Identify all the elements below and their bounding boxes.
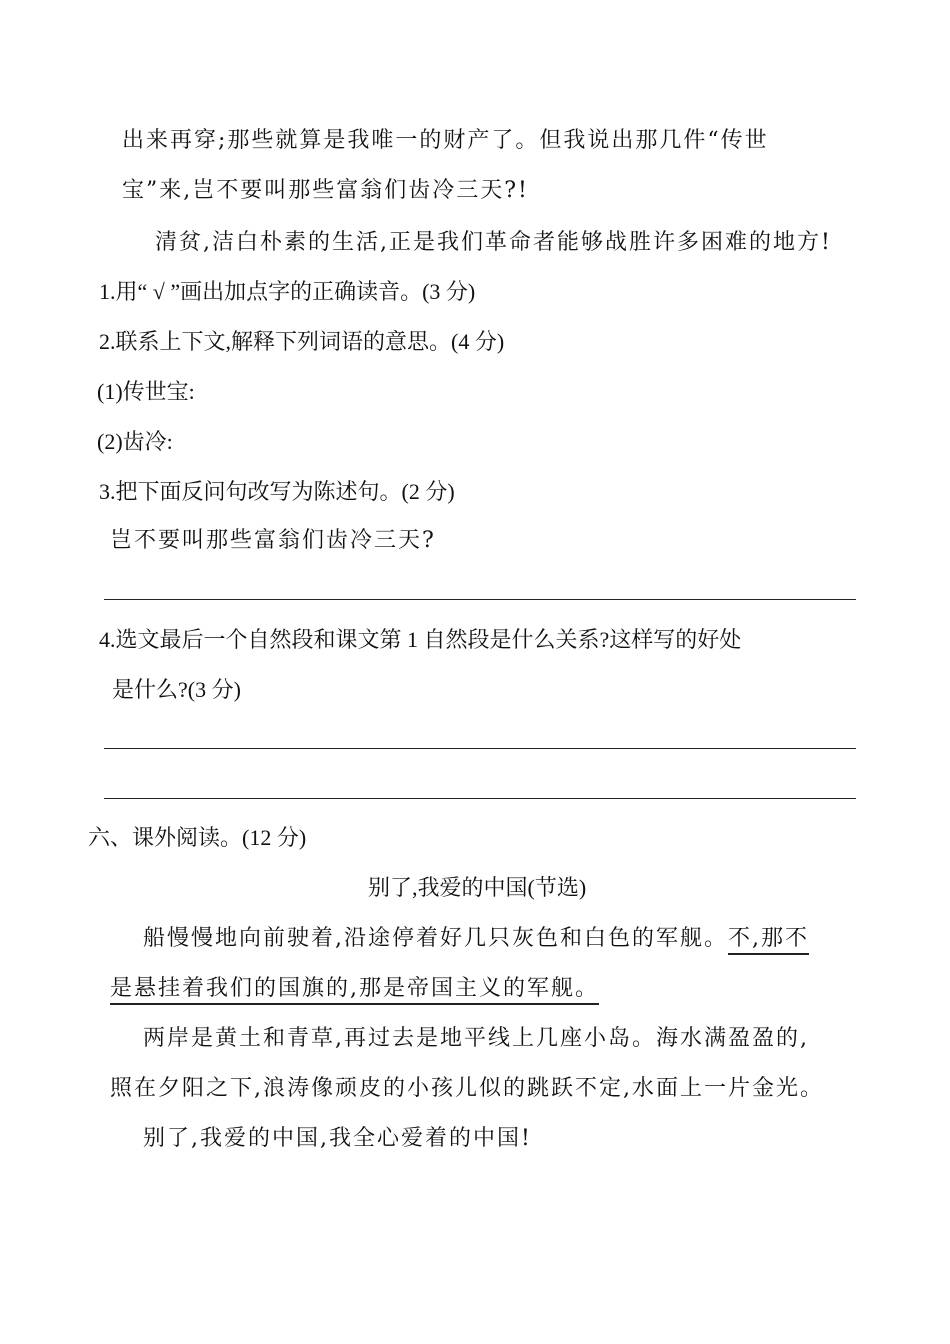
- question-2-item-1: (1)传世宝:: [97, 379, 195, 404]
- section-6-heading: 六、课外阅读。(12 分): [88, 825, 307, 850]
- question-3: 3.把下面反问句改写为陈述句。(2 分): [99, 479, 455, 504]
- passage-line-1: 出来再穿;那些就算是我唯一的财产了。但我说出那几件“传世: [122, 128, 769, 153]
- question-2: 2.联系上下文,解释下列词语的意思。(4 分): [99, 329, 505, 354]
- question-4-line-2: 是什么?(3 分): [112, 677, 241, 702]
- question-3-sentence: 岂不要叫那些富翁们齿冷三天?: [110, 528, 436, 553]
- passage-line-3: 清贫,洁白朴素的生活,正是我们革命者能够战胜许多困难的地方!: [155, 230, 832, 255]
- question-4-line-1: 4.选文最后一个自然段和课文第 1 自然段是什么关系?这样写的好处: [99, 627, 742, 652]
- underlined-sentence-part-1: 不,那不: [728, 926, 809, 955]
- reading-p2-line-2: 照在夕阳之下,浪涛像顽皮的小孩儿似的跳跃不定,水面上一片金光。: [110, 1076, 824, 1101]
- reading-p1-start: 船慢慢地向前驶着,沿途停着好几只灰色和白色的军舰。: [143, 926, 728, 951]
- answer-line-q4-1: [104, 748, 856, 749]
- answer-line-q4-2: [104, 798, 856, 799]
- underlined-sentence-part-2: 是悬挂着我们的国旗的,那是帝国主义的军舰。: [110, 976, 599, 1005]
- question-2-item-2: (2)齿冷:: [97, 429, 173, 454]
- reading-p1-line-2: [110, 974, 599, 1004]
- reading-p2-line-1: 两岸是黄土和青草,再过去是地平线上几座小岛。海水满盈盈的,: [143, 1026, 809, 1051]
- question-1: 1.用“ √ ”画出加点字的正确读音。(3 分): [99, 279, 476, 304]
- reading-title: 别了,我爱的中国(节选): [368, 875, 587, 900]
- answer-line-q3: [104, 599, 856, 600]
- reading-p3: 别了,我爱的中国,我全心爱着的中国!: [143, 1126, 532, 1151]
- reading-p1-line-1: [143, 924, 809, 954]
- passage-line-2: 宝”来,岂不要叫那些富翁们齿冷三天?!: [122, 178, 529, 203]
